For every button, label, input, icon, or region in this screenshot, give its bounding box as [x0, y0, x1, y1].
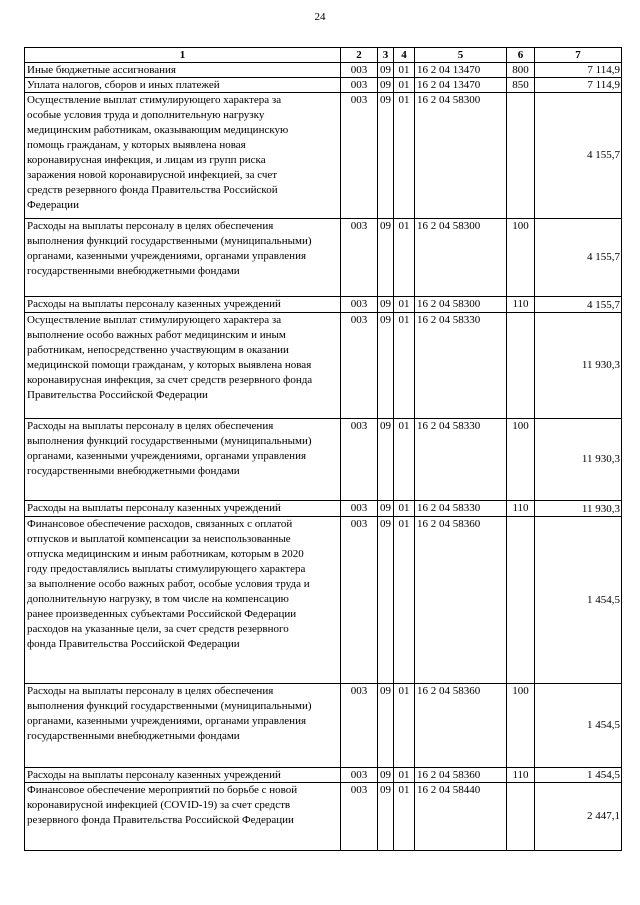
ministry-code: 003	[341, 768, 378, 783]
target-article-code: 16 2 04 58300	[415, 93, 507, 219]
subsection-code: 01	[394, 313, 415, 419]
subsection-code: 01	[394, 783, 415, 851]
section-code: 09	[378, 783, 394, 851]
expense-type-code: 110	[507, 768, 535, 783]
table-row	[25, 297, 622, 313]
target-article-code: 16 2 04 58300	[415, 219, 507, 297]
section-code: 09	[378, 219, 394, 297]
column-header: 1	[25, 48, 341, 63]
section-code: 09	[378, 684, 394, 768]
subsection-code: 01	[394, 297, 415, 313]
table-row	[25, 78, 622, 93]
row-description: Расходы на выплаты персоналу в целях обеспечения выполнения функций государственными (муниципальными) органами, казенными учреждениями, органами управления государственными внебюджетными фондами	[25, 419, 341, 501]
table-row	[25, 768, 622, 783]
table-row	[25, 517, 622, 684]
target-article-code: 16 2 04 58330	[415, 313, 507, 419]
table-row	[25, 783, 622, 851]
amount: 4 155,7	[535, 93, 622, 219]
target-article-code: 16 2 04 58360	[415, 684, 507, 768]
expense-type-code	[507, 313, 535, 419]
section-code: 09	[378, 297, 394, 313]
ministry-code: 003	[341, 78, 378, 93]
expense-type-code: 800	[507, 63, 535, 78]
expense-type-code	[507, 783, 535, 851]
subsection-code: 01	[394, 501, 415, 517]
page-number: 24	[314, 11, 326, 23]
table-header-row	[25, 48, 622, 63]
amount: 1 454,5	[535, 517, 622, 684]
target-article-code: 16 2 04 13470	[415, 63, 507, 78]
target-article-code: 16 2 04 13470	[415, 78, 507, 93]
row-description: Финансовое обеспечение мероприятий по борьбе с новой коронавирусной инфекцией (COVID-19) за счет средств резервного фонда Правительства Российской Федерации	[25, 783, 341, 851]
ministry-code: 003	[341, 517, 378, 684]
ministry-code: 003	[341, 313, 378, 419]
amount: 1 454,5	[535, 684, 622, 768]
subsection-code: 01	[394, 517, 415, 684]
ministry-code: 003	[341, 419, 378, 501]
table-row	[25, 219, 622, 297]
amount: 7 114,9	[535, 78, 622, 93]
target-article-code: 16 2 04 58440	[415, 783, 507, 851]
section-code: 09	[378, 501, 394, 517]
expense-type-code	[507, 517, 535, 684]
target-article-code: 16 2 04 58330	[415, 419, 507, 501]
table-row	[25, 419, 622, 501]
section-code: 09	[378, 63, 394, 78]
ministry-code: 003	[341, 783, 378, 851]
amount: 11 930,3	[535, 313, 622, 419]
section-code: 09	[378, 313, 394, 419]
section-code: 09	[378, 768, 394, 783]
table-row	[25, 501, 622, 517]
row-description: Расходы на выплаты персоналу в целях обеспечения выполнения функций государственными (муниципальными) органами, казенными учреждениями, органами управления государственными внебюджетными фондами	[25, 219, 341, 297]
ministry-code: 003	[341, 63, 378, 78]
expense-type-code	[507, 93, 535, 219]
row-description: Осуществление выплат стимулирующего характера за особые условия труда и дополнительную нагрузку медицинским работникам, оказывающим медицинскую помощь гражданам, у которых выявлена новая коронавирусная инфекция, и лицам из групп риска заражения новой коронавирусной инфекцией, за счет средств резервного фонда Правительства Российской Федерации	[25, 93, 341, 219]
row-description: Расходы на выплаты персоналу казенных учреждений	[25, 768, 341, 783]
column-header: 6	[507, 48, 535, 63]
section-code: 09	[378, 517, 394, 684]
expense-type-code: 850	[507, 78, 535, 93]
section-code: 09	[378, 78, 394, 93]
target-article-code: 16 2 04 58330	[415, 501, 507, 517]
expense-type-code: 110	[507, 501, 535, 517]
subsection-code: 01	[394, 419, 415, 501]
subsection-code: 01	[394, 63, 415, 78]
section-code: 09	[378, 93, 394, 219]
expense-type-code: 110	[507, 297, 535, 313]
subsection-code: 01	[394, 684, 415, 768]
section-code: 09	[378, 419, 394, 501]
subsection-code: 01	[394, 768, 415, 783]
table-row	[25, 684, 622, 768]
ministry-code: 003	[341, 297, 378, 313]
column-header: 7	[535, 48, 622, 63]
table-row	[25, 313, 622, 419]
row-description: Уплата налогов, сборов и иных платежей	[25, 78, 341, 93]
subsection-code: 01	[394, 219, 415, 297]
target-article-code: 16 2 04 58300	[415, 297, 507, 313]
column-header: 2	[341, 48, 378, 63]
row-description: Расходы на выплаты персоналу в целях обеспечения выполнения функций государственными (муниципальными) органами, казенными учреждениями, органами управления государственными внебюджетными фондами	[25, 684, 341, 768]
subsection-code: 01	[394, 78, 415, 93]
amount: 1 454,5	[535, 768, 622, 783]
amount: 7 114,9	[535, 63, 622, 78]
table-row	[25, 63, 622, 78]
ministry-code: 003	[341, 501, 378, 517]
ministry-code: 003	[341, 93, 378, 219]
target-article-code: 16 2 04 58360	[415, 517, 507, 684]
target-article-code: 16 2 04 58360	[415, 768, 507, 783]
ministry-code: 003	[341, 219, 378, 297]
amount: 4 155,7	[535, 219, 622, 297]
expense-type-code: 100	[507, 419, 535, 501]
subsection-code: 01	[394, 93, 415, 219]
amount: 11 930,3	[535, 419, 622, 501]
amount: 11 930,3	[535, 501, 622, 517]
column-header: 5	[415, 48, 507, 63]
amount: 2 447,1	[535, 783, 622, 851]
column-header: 4	[394, 48, 415, 63]
ministry-code: 003	[341, 684, 378, 768]
expense-type-code: 100	[507, 684, 535, 768]
row-description: Иные бюджетные ассигнования	[25, 63, 341, 78]
amount: 4 155,7	[535, 297, 622, 313]
table-row	[25, 93, 622, 219]
row-description: Расходы на выплаты персоналу казенных учреждений	[25, 501, 341, 517]
budget-table	[24, 47, 622, 851]
column-header: 3	[378, 48, 394, 63]
row-description: Финансовое обеспечение расходов, связанных с оплатой отпусков и выплатой компенсации за неиспользованные отпуска медицинским и иным работникам, которым в 2020 году предоставлялись выплаты стимулирующего характера за выполнение особо важных работ, особые условия труда и дополнительную нагрузку, в том числе на компенсацию ранее произведенных субъектами Российской Федерации расходов на указанные цели, за счет средств резервного фонда Правительства Российской Федерации	[25, 517, 341, 684]
expense-type-code: 100	[507, 219, 535, 297]
row-description: Расходы на выплаты персоналу казенных учреждений	[25, 297, 341, 313]
row-description: Осуществление выплат стимулирующего характера за выполнение особо важных работ медицинским и иным работникам, непосредственно участвующим в оказании медицинской помощи гражданам, у которых выявлена новая коронавирусная инфекция, за счет средств резервного фонда Правительства Российской Федерации	[25, 313, 341, 419]
